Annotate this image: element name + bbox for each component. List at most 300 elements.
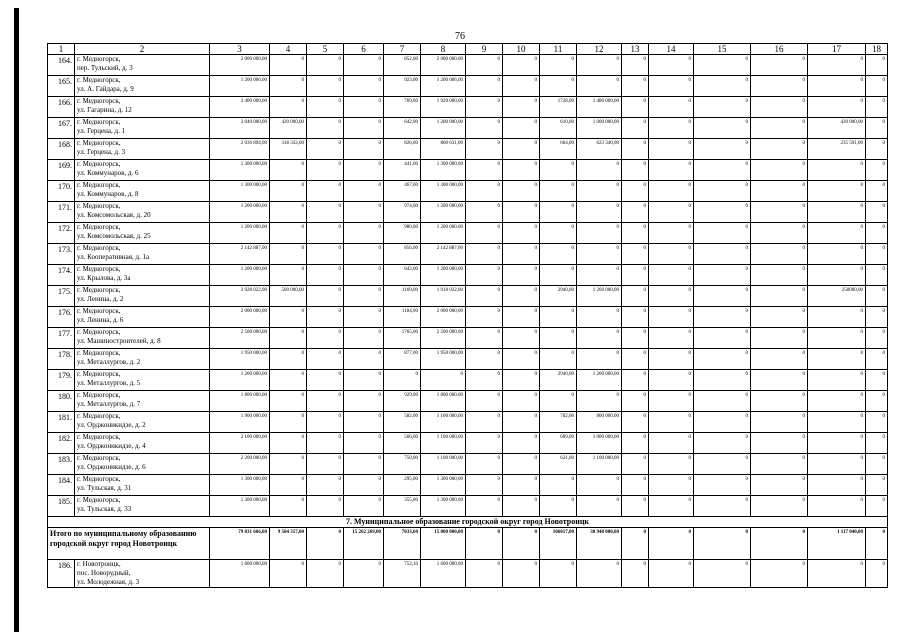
value-cell: 0 — [694, 118, 751, 139]
value-cell: 1169,00 — [384, 286, 421, 307]
value-cell: 2 500 000,00 — [421, 328, 466, 349]
address-line: ул. Орджоникидзе, д. 2 — [77, 421, 146, 429]
value-cell: 0 — [577, 307, 622, 328]
row-number: 184. — [48, 475, 75, 496]
value-cell: 0 — [577, 181, 622, 202]
value-cell: 0 — [694, 160, 751, 181]
value-cell: 0 — [622, 496, 649, 517]
value-cell: 0 — [540, 265, 577, 286]
value-cell: 0 — [466, 349, 503, 370]
value-cell: 0 — [307, 55, 344, 76]
value-cell: 0 — [751, 139, 808, 160]
value-cell: 0 — [649, 391, 694, 412]
value-cell: 0 — [622, 349, 649, 370]
address-cell — [75, 55, 210, 76]
value-cell: 0 — [577, 328, 622, 349]
value-cell: 0 — [270, 223, 307, 244]
address-line: ул. Герцена, д. 3 — [77, 148, 126, 156]
address-line: ул. Тульская, д. 31 — [77, 484, 132, 492]
value-cell: 0 — [649, 349, 694, 370]
value-cell: 0 — [307, 160, 344, 181]
value-cell: 0 — [466, 286, 503, 307]
value-cell: 0 — [649, 496, 694, 517]
address-line: ул. Молодежная, д. 3 — [77, 578, 140, 586]
address-line: пер. Тульский, д. 3 — [77, 64, 133, 72]
value-cell: 0 — [622, 286, 649, 307]
value-cell: 0 — [307, 286, 344, 307]
table-row — [48, 181, 888, 202]
total-value-cell: 9 504 357,00 — [270, 528, 307, 560]
value-cell: 0 — [307, 202, 344, 223]
value-cell: 0 — [307, 118, 344, 139]
value-cell: 610,00 — [540, 118, 577, 139]
value-cell: 0 — [649, 328, 694, 349]
value-cell: 0 — [344, 475, 384, 496]
column-header: 2 — [75, 44, 210, 55]
address-line: г. Медногорск, — [77, 454, 121, 462]
value-cell: 0 — [466, 412, 503, 433]
value-cell: 0 — [649, 433, 694, 454]
value-cell: 0 — [649, 412, 694, 433]
row-number: 186. — [48, 560, 75, 588]
value-cell: 0 — [577, 560, 622, 588]
value-cell: 2 142 887,00 — [421, 244, 466, 265]
value-cell: 0 — [384, 370, 421, 391]
value-cell: 0 — [466, 202, 503, 223]
total-label: Итого по муниципальному образованию городской округ город Новотроицк — [48, 528, 210, 560]
value-cell: 0 — [344, 433, 384, 454]
table-row — [48, 76, 888, 97]
value-cell: 0 — [694, 223, 751, 244]
value-cell: 0 — [866, 496, 888, 517]
value-cell: 0 — [503, 139, 540, 160]
address-line: г. Медногорск, — [77, 412, 121, 420]
value-cell: 0 — [307, 370, 344, 391]
value-cell: 0 — [808, 244, 866, 265]
column-header: 8 — [421, 44, 466, 55]
value-cell: 0 — [307, 349, 344, 370]
row-number: 177. — [48, 328, 75, 349]
column-header: 6 — [344, 44, 384, 55]
value-cell: 1 300 000,00 — [210, 496, 270, 517]
value-cell: 856,00 — [384, 244, 421, 265]
address-line: ул. Тульская, д. 33 — [77, 505, 132, 513]
table-row — [48, 349, 888, 370]
value-cell: 0 — [694, 55, 751, 76]
value-cell: 0 — [808, 202, 866, 223]
value-cell: 0 — [577, 244, 622, 265]
value-cell: 0 — [622, 55, 649, 76]
column-header: 5 — [307, 44, 344, 55]
address-line: г. Медногорск, — [77, 202, 121, 210]
value-cell: 0 — [577, 223, 622, 244]
value-cell: 0 — [503, 496, 540, 517]
value-cell: 0 — [866, 181, 888, 202]
value-cell: 0 — [808, 496, 866, 517]
address-cell — [75, 265, 210, 286]
value-cell: 0 — [694, 139, 751, 160]
table-row — [48, 496, 888, 517]
value-cell: 0 — [866, 76, 888, 97]
value-cell: 0 — [307, 223, 344, 244]
value-cell: 0 — [503, 118, 540, 139]
total-value-cell: 0 — [307, 528, 344, 560]
value-cell: 566,00 — [384, 433, 421, 454]
table-row — [48, 160, 888, 181]
value-cell: 0 — [270, 454, 307, 475]
value-cell: 0 — [540, 560, 577, 588]
value-cell: 582,00 — [384, 412, 421, 433]
value-cell: 0 — [649, 181, 694, 202]
total-value-cell: 7033,60 — [384, 528, 421, 560]
value-cell: 0 — [649, 139, 694, 160]
value-cell: 0 — [344, 265, 384, 286]
value-cell: 0 — [751, 328, 808, 349]
total-value-cell: 106017,00 — [540, 528, 577, 560]
value-cell: 1 200 000,00 — [210, 265, 270, 286]
value-cell: 0 — [622, 160, 649, 181]
value-cell: 0 — [307, 244, 344, 265]
value-cell: 0 — [808, 328, 866, 349]
column-header: 16 — [751, 44, 808, 55]
value-cell: 0 — [808, 223, 866, 244]
value-cell: 1 200 000,00 — [421, 265, 466, 286]
value-cell: 0 — [649, 118, 694, 139]
value-cell: 0 — [344, 412, 384, 433]
value-cell: 0 — [540, 160, 577, 181]
value-cell: 0 — [694, 76, 751, 97]
value-cell: 852,00 — [384, 55, 421, 76]
row-number: 182. — [48, 433, 75, 454]
total-value-cell: 15 262 269,00 — [344, 528, 384, 560]
value-cell: 0 — [622, 244, 649, 265]
column-header: 10 — [503, 44, 540, 55]
address-cell — [75, 433, 210, 454]
value-cell: 1 900 000,00 — [210, 412, 270, 433]
value-cell: 1 260 000,00 — [577, 286, 622, 307]
value-cell: 609,00 — [540, 433, 577, 454]
value-cell: 0 — [270, 475, 307, 496]
value-cell: 0 — [866, 349, 888, 370]
value-cell: 0 — [751, 223, 808, 244]
value-cell: 0 — [694, 454, 751, 475]
value-cell: 1 950 000,00 — [421, 349, 466, 370]
address-cell — [75, 349, 210, 370]
value-cell: 0 — [751, 349, 808, 370]
value-cell: 0 — [649, 454, 694, 475]
value-cell: 826,00 — [384, 139, 421, 160]
value-cell: 0 — [540, 349, 577, 370]
value-cell: 0 — [270, 412, 307, 433]
table-row — [48, 391, 888, 412]
value-cell: 0 — [270, 349, 307, 370]
column-header: 7 — [384, 44, 421, 55]
address-cell — [75, 475, 210, 496]
address-line: ул. Коммунаров, д. 6 — [77, 169, 139, 177]
value-cell: 0 — [270, 560, 307, 588]
value-cell: 0 — [466, 139, 503, 160]
value-cell: 0 — [649, 97, 694, 118]
value-cell: 0 — [270, 160, 307, 181]
value-cell: 1 100 000,00 — [421, 433, 466, 454]
address-line: ул. А. Гайдара, д. 9 — [77, 85, 134, 93]
address-line: ул. Герцена, д. 1 — [77, 127, 126, 135]
value-cell: 467,00 — [384, 181, 421, 202]
table-row — [48, 223, 888, 244]
value-cell: 0 — [503, 160, 540, 181]
value-cell: 0 — [808, 560, 866, 588]
row-number: 181. — [48, 412, 75, 433]
value-cell: 769,00 — [384, 97, 421, 118]
value-cell: 0 — [622, 97, 649, 118]
value-cell: 1 200 000,00 — [421, 202, 466, 223]
section-row — [48, 517, 888, 528]
value-cell: 1 200 000,00 — [210, 202, 270, 223]
row-number: 165. — [48, 76, 75, 97]
value-cell: 0 — [466, 223, 503, 244]
address-line: г. Медногорск, — [77, 181, 121, 189]
value-cell: 0 — [270, 391, 307, 412]
row-number: 175. — [48, 286, 75, 307]
total-value-cell: 0 — [622, 528, 649, 560]
value-cell: 0 — [540, 328, 577, 349]
value-cell: 0 — [466, 55, 503, 76]
value-cell: 0 — [270, 265, 307, 286]
value-cell: 0 — [808, 433, 866, 454]
value-cell: 0 — [866, 560, 888, 588]
address-line: г. Медногорск, — [77, 118, 121, 126]
address-cell — [75, 76, 210, 97]
value-cell: 1 800 000,00 — [210, 391, 270, 412]
value-cell: 860 631,00 — [421, 139, 466, 160]
value-cell: 0 — [270, 55, 307, 76]
value-cell: 0 — [808, 265, 866, 286]
address-line: г. Медногорск, — [77, 160, 121, 168]
column-header: 17 — [808, 44, 866, 55]
value-cell: 0 — [503, 223, 540, 244]
value-cell: 0 — [270, 496, 307, 517]
value-cell: 0 — [307, 265, 344, 286]
value-cell: 0 — [307, 496, 344, 517]
table-row — [48, 202, 888, 223]
value-cell: 0 — [503, 244, 540, 265]
value-cell: 0 — [808, 454, 866, 475]
value-cell: 0 — [622, 454, 649, 475]
value-cell: 0 — [694, 307, 751, 328]
address-line: ул. Ленина, д. 6 — [77, 316, 124, 324]
value-cell: 1 200 006,00 — [421, 76, 466, 97]
address-line: г. Медногорск, — [77, 76, 121, 84]
address-line: г. Медногорск, — [77, 286, 121, 294]
scan-edge-bar — [14, 8, 19, 632]
value-cell: 0 — [503, 560, 540, 588]
value-cell: 0 — [751, 307, 808, 328]
address-line: г. Медногорск, — [77, 265, 121, 273]
value-cell: 0 — [344, 391, 384, 412]
value-cell: 0 — [622, 412, 649, 433]
value-cell: 0 — [344, 202, 384, 223]
value-cell: 0 — [649, 244, 694, 265]
column-header: 3 — [210, 44, 270, 55]
value-cell: 0 — [307, 475, 344, 496]
value-cell: 0 — [622, 265, 649, 286]
address-cell — [75, 139, 210, 160]
value-cell: 1 100 000,00 — [577, 454, 622, 475]
value-cell: 2940,00 — [540, 370, 577, 391]
value-cell: 0 — [649, 265, 694, 286]
value-cell: 0 — [540, 244, 577, 265]
value-cell: 0 — [808, 391, 866, 412]
value-cell: 0 — [466, 560, 503, 588]
value-cell: 0 — [751, 55, 808, 76]
value-cell: 295,00 — [384, 475, 421, 496]
address-cell — [75, 391, 210, 412]
value-cell: 0 — [808, 475, 866, 496]
address-line: ул. Крылова, д. 3а — [77, 274, 131, 282]
value-cell: 0 — [577, 475, 622, 496]
value-cell: 0 — [344, 307, 384, 328]
row-number: 183. — [48, 454, 75, 475]
value-cell: 0 — [540, 55, 577, 76]
value-cell: 0 — [577, 76, 622, 97]
value-cell: 0 — [270, 202, 307, 223]
address-line: ул. Металлургов, д. 7 — [77, 400, 141, 408]
table-row — [48, 286, 888, 307]
row-number: 167. — [48, 118, 75, 139]
value-cell: 0 — [344, 496, 384, 517]
value-cell: 420 000,00 — [270, 118, 307, 139]
total-value-cell: 1 117 040,00 — [808, 528, 866, 560]
value-cell: 0 — [622, 118, 649, 139]
value-cell: 0 — [307, 560, 344, 588]
value-cell: 0 — [540, 475, 577, 496]
value-cell: 877,00 — [384, 349, 421, 370]
value-cell: 2 000 000,00 — [421, 307, 466, 328]
value-cell: 0 — [344, 223, 384, 244]
value-cell: 0 — [622, 139, 649, 160]
value-cell: 0 — [808, 349, 866, 370]
value-cell: 702,00 — [540, 412, 577, 433]
address-cell — [75, 181, 210, 202]
table-row — [48, 244, 888, 265]
value-cell: 1 300 000,00 — [421, 181, 466, 202]
address-line: ул. Орджоникидзе, д. 4 — [77, 442, 146, 450]
value-cell: 0 — [466, 475, 503, 496]
value-cell: 753,10 — [384, 560, 421, 588]
value-cell: 0 — [270, 97, 307, 118]
value-cell: 1 600 000,00 — [210, 560, 270, 588]
column-header: 4 — [270, 44, 307, 55]
table-row — [48, 328, 888, 349]
value-cell: 0 — [307, 76, 344, 97]
value-cell: 0 — [307, 97, 344, 118]
row-number: 173. — [48, 244, 75, 265]
value-cell: 0 — [622, 560, 649, 588]
value-cell: 0 — [649, 55, 694, 76]
value-cell: 318 332,00 — [270, 139, 307, 160]
section-title: 7. Муниципальное образование городской округ город Новотроицк — [48, 517, 888, 528]
value-cell: 0 — [577, 496, 622, 517]
address-line: г. Медногорск, — [77, 475, 121, 483]
value-cell: 1 800 000,00 — [421, 391, 466, 412]
value-cell: 1 260 000,00 — [210, 370, 270, 391]
value-cell: 0 — [503, 181, 540, 202]
value-cell: 0 — [344, 55, 384, 76]
address-cell — [75, 370, 210, 391]
value-cell: 3 400 000,00 — [210, 97, 270, 118]
value-cell: 0 — [540, 391, 577, 412]
value-cell: 1 300 000,00 — [421, 160, 466, 181]
value-cell: 0 — [751, 454, 808, 475]
address-line: г. Медногорск, — [77, 349, 121, 357]
value-cell: 2 000 000,00 — [210, 55, 270, 76]
value-cell: 0 — [540, 181, 577, 202]
value-cell: 0 — [808, 76, 866, 97]
value-cell: 0 — [503, 433, 540, 454]
value-cell: 1 918 022,00 — [421, 286, 466, 307]
row-number: 172. — [48, 223, 75, 244]
value-cell: 0 — [466, 181, 503, 202]
value-cell: 0 — [808, 307, 866, 328]
value-cell: 0 — [622, 181, 649, 202]
value-cell: 2 036 894,00 — [210, 139, 270, 160]
value-cell: 0 — [694, 370, 751, 391]
value-cell: 2940,00 — [540, 286, 577, 307]
row-number: 169. — [48, 160, 75, 181]
value-cell: 0 — [344, 328, 384, 349]
value-cell: 0 — [866, 244, 888, 265]
value-cell: 0 — [344, 286, 384, 307]
value-cell: 0 — [649, 202, 694, 223]
value-cell: 420 000,00 — [808, 118, 866, 139]
table-row — [48, 139, 888, 160]
address-cell — [75, 244, 210, 265]
value-cell: 643,00 — [384, 265, 421, 286]
address-line: г. Медногорск, — [77, 370, 121, 378]
value-cell: 923,00 — [384, 76, 421, 97]
value-cell: 0 — [649, 475, 694, 496]
address-line: г. Медногорск, — [77, 244, 121, 252]
value-cell: 0 — [866, 55, 888, 76]
value-cell: 0 — [344, 181, 384, 202]
value-cell: 0 — [270, 370, 307, 391]
value-cell: 0 — [503, 349, 540, 370]
address-line: г. Медногорск, — [77, 307, 121, 315]
value-cell: 0 — [344, 160, 384, 181]
total-value-cell: 0 — [649, 528, 694, 560]
value-cell: 0 — [751, 97, 808, 118]
value-cell: 0 — [751, 244, 808, 265]
value-cell: 1184,00 — [384, 307, 421, 328]
value-cell: 0 — [694, 496, 751, 517]
value-cell: 1 920 000,00 — [421, 97, 466, 118]
total-row — [48, 528, 888, 560]
value-cell: 0 — [751, 412, 808, 433]
table-body — [48, 55, 888, 588]
value-cell: 0 — [540, 496, 577, 517]
value-cell: 0 — [466, 97, 503, 118]
value-cell: 0 — [344, 118, 384, 139]
address-line: ул. Орджоникидзе, д. 6 — [77, 463, 146, 471]
value-cell: 2 000 000,00 — [210, 307, 270, 328]
value-cell: 0 — [466, 160, 503, 181]
value-cell: 1 200 000,00 — [421, 223, 466, 244]
value-cell: 0 — [751, 391, 808, 412]
value-cell: 0 — [307, 307, 344, 328]
value-cell: 0 — [307, 181, 344, 202]
table-row — [48, 370, 888, 391]
value-cell: 0 — [751, 160, 808, 181]
